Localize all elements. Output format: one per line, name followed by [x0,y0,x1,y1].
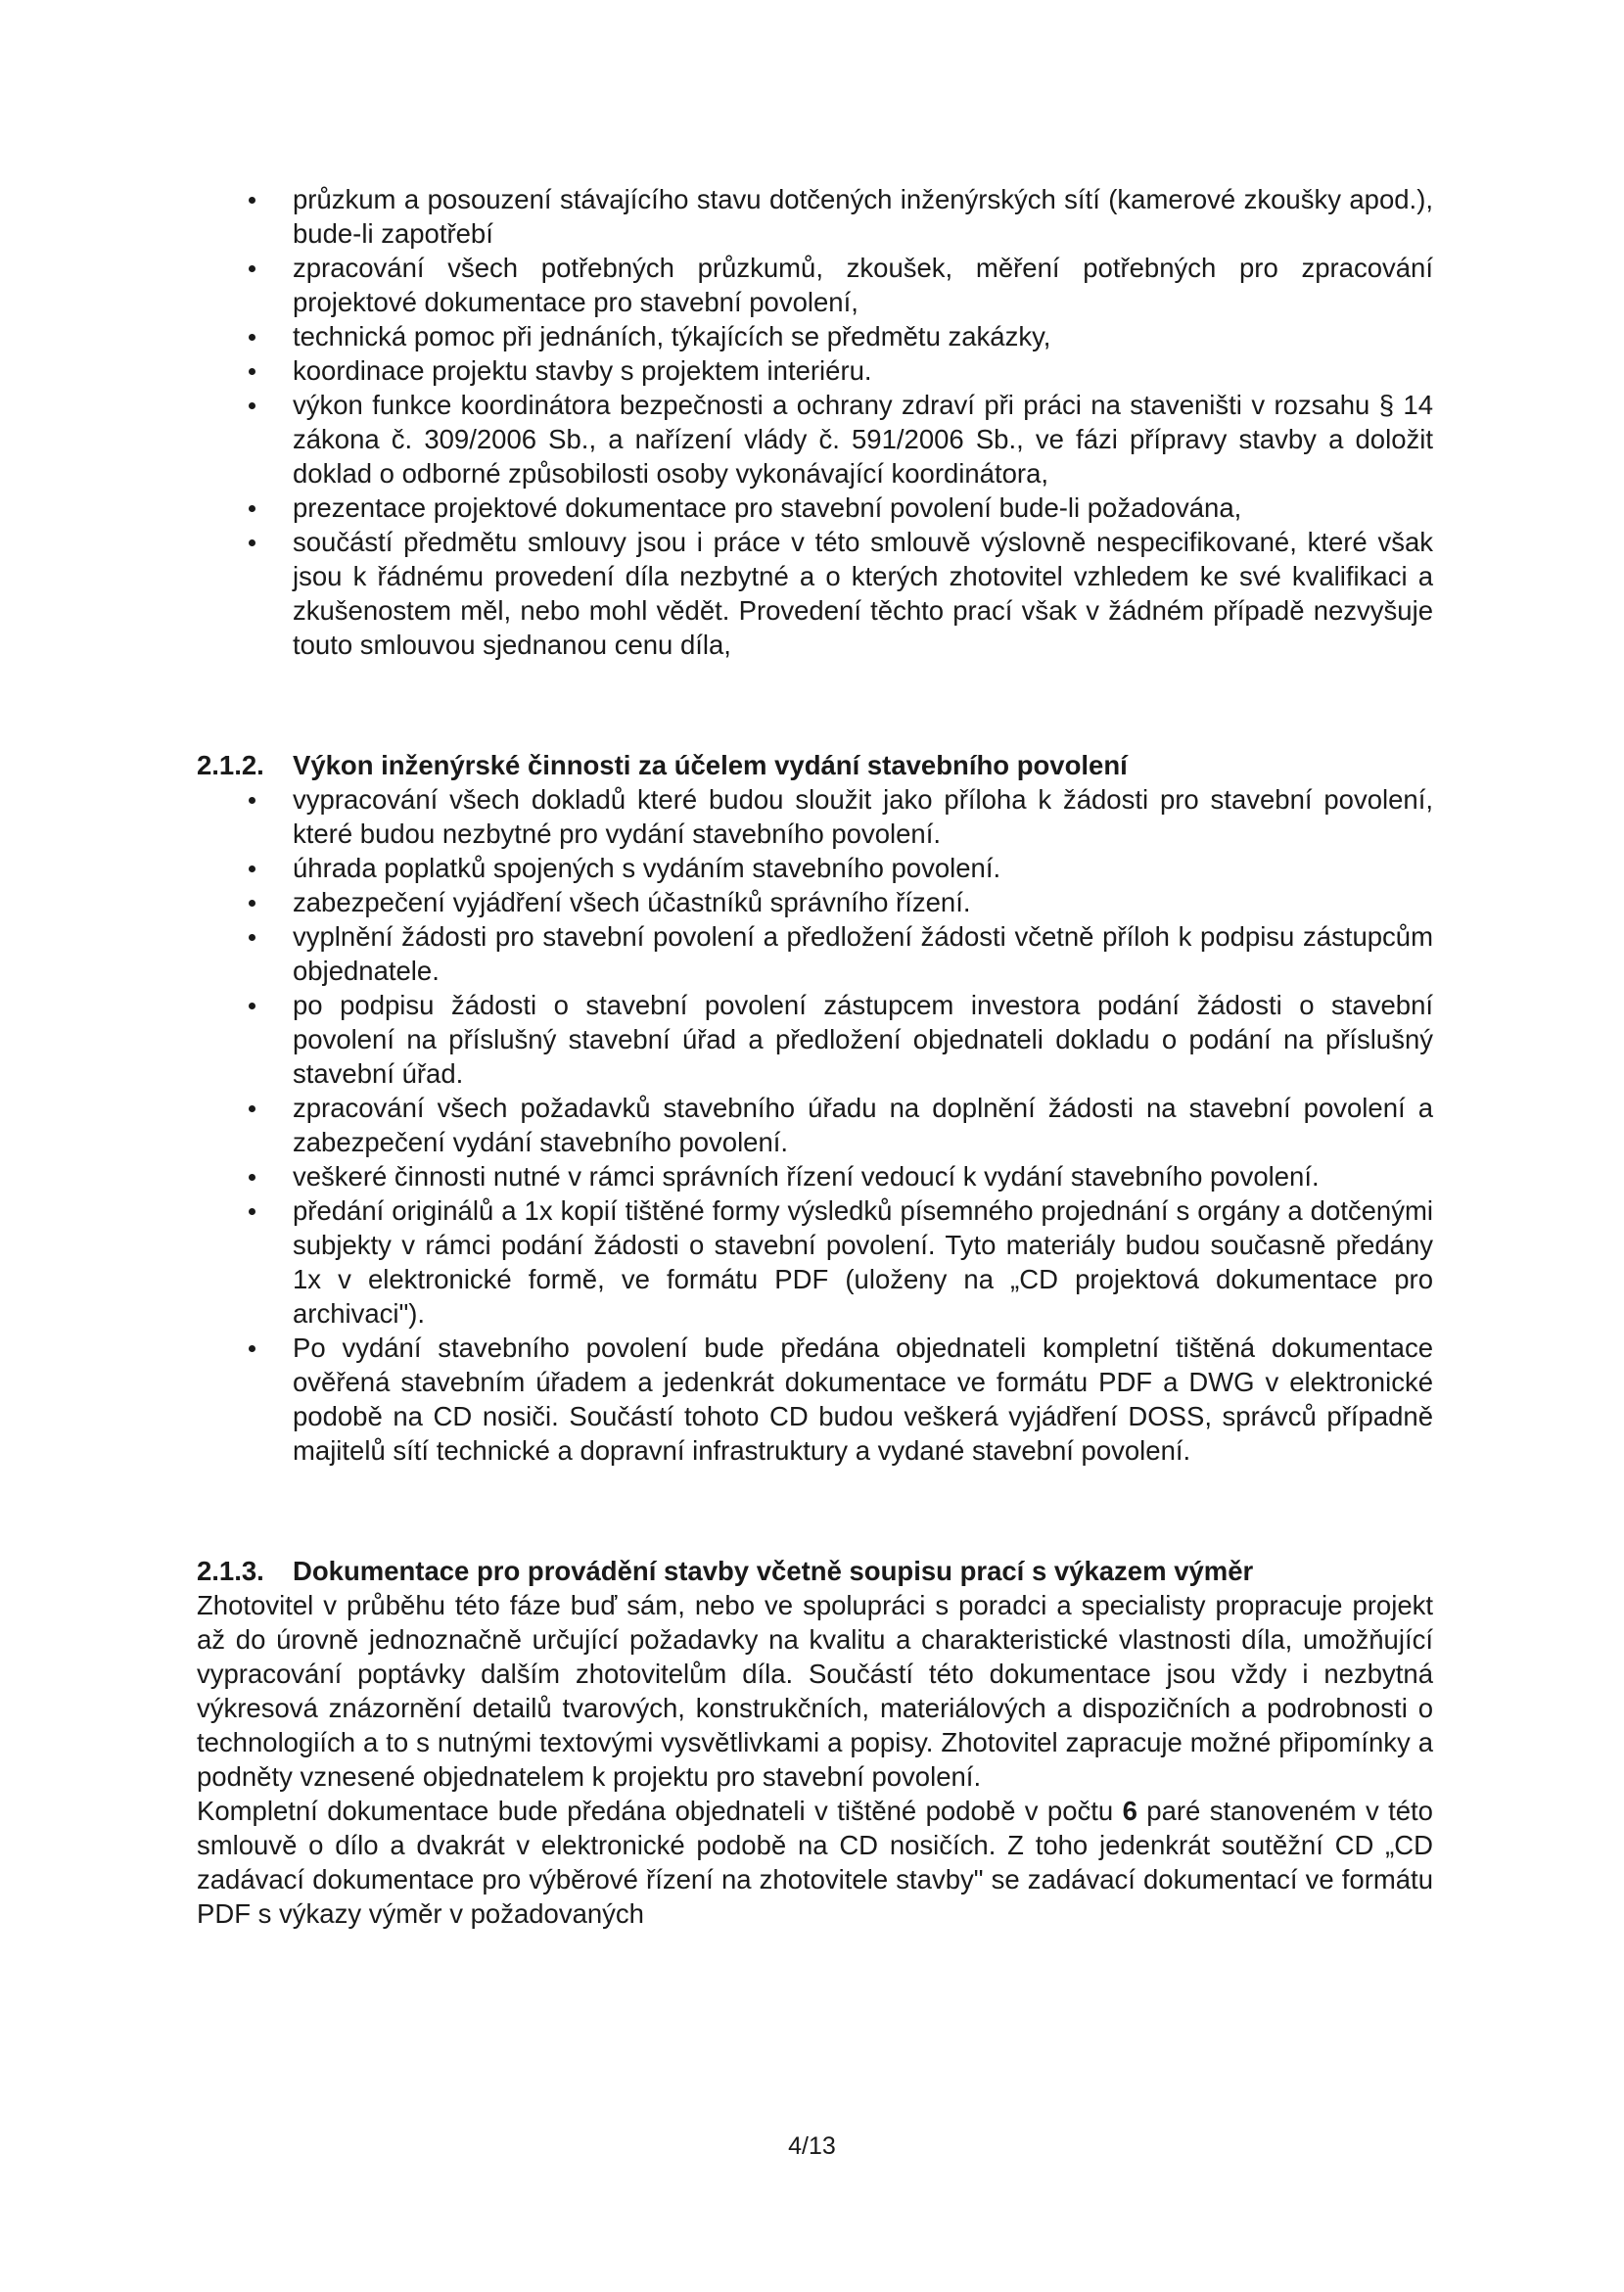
list-item: zabezpečení vyjádření všech účastníků správního řízení. [197,885,1433,919]
list-item: technická pomoc při jednáních, týkajících se předmětu zakázky, [197,319,1433,353]
list-item: úhrada poplatků spojených s vydáním stavebního povolení. [197,851,1433,885]
section-2-1-3-paragraph-2 [197,1794,1433,1931]
list-item: průzkum a posouzení stávajícího stavu dotčených inženýrských sítí (kamerové zkoušky apod.), bude-li zapotřebí [197,182,1433,251]
top-bullet-list [197,182,1433,662]
list-item: Po vydání stavebního povolení bude předána objednateli kompletní tištěná dokumentace ověřená stavebním úřadem a jedenkrát dokumentace ve formátu PDF a DWG v elektronické podobě na CD nosiči. Součástí tohoto CD budou veškerá vyjádření DOSS, správců případně majitelů sítí technické a dopravní infrastruktury a vydané stavební povolení. [197,1331,1433,1468]
section-title: Dokumentace pro provádění stavby včetně soupisu prací s výkazem výměr [293,1556,1254,1586]
page-content [197,182,1433,1931]
section-title: Výkon inženýrské činnosti za účelem vydání stavebního povolení [293,750,1128,780]
paragraph-text: paré stanoveném v této smlouvě o dílo a dvakrát v elektronické podobě na CD nosičích. Z toho jedenkrát soutěžní CD „CD zadávací dokumentace pro výběrové řízení na zhotovitele stavby" se zadávací dokumentací ve formátu PDF s výkazy výměr v požadovaných [197,1796,1433,1929]
section-heading-2-1-3 [197,1554,1433,1588]
section-number: 2.1.3. [197,1556,264,1586]
list-item: zpracování všech potřebných průzkumů, zkoušek, měření potřebných pro zpracování projektové dokumentace pro stavební povolení, [197,251,1433,319]
paragraph-text: Kompletní dokumentace bude předána objednateli v tištěné podobě v počtu [197,1796,1123,1826]
section-number: 2.1.2. [197,750,264,780]
page-number: 4/13 [788,2132,836,2160]
section-2-1-2-list [197,782,1433,1468]
section-2-1-3-paragraph-1: Zhotovitel v průběhu této fáze buď sám, nebo ve spolupráci s poradci a specialisty propracuje projekt až do úrovně jednoznačně určující požadavky na kvalitu a charakteristické vlastnosti díla, umožňující vypracování poptávky dalším zhotovitelům díla. Součástí této dokumentace jsou vždy i nezbytná výkresová znázornění detailů tvarových, konstrukčních, materiálových a dispozičních a podrobnosti o technologiích a to s nutnými textovými vysvětlivkami a popisy. Zhotovitel zapracuje možné připomínky a podněty vznesené objednatelem k projektu pro stavební povolení. [197,1590,1433,1792]
list-item: po podpisu žádosti o stavební povolení zástupcem investora podání žádosti o stavební povolení na příslušný stavební úřad a předložení objednateli dokladu o podání na příslušný stavební úřad. [197,988,1433,1091]
list-item: veškeré činnosti nutné v rámci správních řízení vedoucí k vydání stavebního povolení. [197,1159,1433,1193]
section-heading-2-1-2 [197,748,1433,782]
list-item: prezentace projektové dokumentace pro stavební povolení bude-li požadována, [197,491,1433,525]
list-item: vypracování všech dokladů které budou sloužit jako příloha k žádosti pro stavební povolení, které budou nezbytné pro vydání stavebního povolení. [197,782,1433,851]
list-item: vyplnění žádosti pro stavební povolení a předložení žádosti včetně příloh k podpisu zástupcům objednatele. [197,919,1433,988]
copy-count: 6 [1122,1796,1137,1826]
list-item: koordinace projektu stavby s projektem interiéru. [197,353,1433,388]
list-item: výkon funkce koordinátora bezpečnosti a ochrany zdraví při práci na staveništi v rozsahu § 14 zákona č. 309/2006 Sb., a nařízení vlády č. 591/2006 Sb., ve fázi přípravy stavby a doložit doklad o odborné způsobilosti osoby vykonávající koordinátora, [197,388,1433,491]
list-item: zpracování všech požadavků stavebního úřadu na doplnění žádosti na stavební povolení a zabezpečení vydání stavebního povolení. [197,1091,1433,1159]
list-item: předání originálů a 1x kopií tištěné formy výsledků písemného projednání s orgány a dotčenými subjekty v rámci podání žádosti o stavební povolení. Tyto materiály budou současně předány 1x v elektronické formě, ve formátu PDF (uloženy na „CD projektová dokumentace pro archivaci"). [197,1193,1433,1331]
list-item: součástí předmětu smlouvy jsou i práce v této smlouvě výslovně nespecifikované, které však jsou k řádnému provedení díla nezbytné a o kterých zhotovitel vzhledem ke své kvalifikaci a zkušenostem měl, nebo mohl vědět. Provedení těchto prací však v žádném případě nezvyšuje touto smlouvou sjednanou cenu díla, [197,525,1433,662]
